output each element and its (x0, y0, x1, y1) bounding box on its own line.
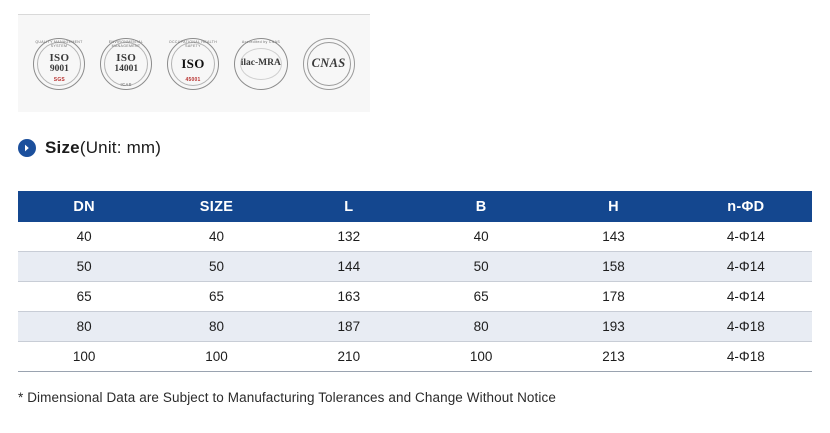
section-unit-text: (Unit: mm) (79, 138, 162, 157)
column-header-nphid: n-ΦD (680, 191, 812, 222)
certification-strip (18, 14, 370, 112)
badge-arc-text: Accredited by CNAS (241, 39, 280, 44)
size-section-heading (18, 138, 161, 158)
cell-nphid: 4-Φ14 (680, 282, 812, 312)
column-header-dn: DN (18, 191, 150, 222)
cell-nphid: 4-Φ14 (680, 222, 812, 252)
cell-h: 158 (547, 252, 679, 282)
cell-h: 193 (547, 312, 679, 342)
badge-main-text: ISO (116, 51, 137, 64)
table-row (18, 282, 812, 312)
cell-b: 50 (415, 252, 547, 282)
cell-h: 213 (547, 342, 679, 372)
column-header-h: H (547, 191, 679, 222)
chevron-right-icon (18, 139, 36, 157)
table-row (18, 312, 812, 342)
table-row (18, 222, 812, 252)
cell-nphid: 4-Φ14 (680, 252, 812, 282)
table-body (18, 222, 812, 372)
ilac-mra-badge (232, 36, 290, 92)
iso-9001-badge (31, 36, 87, 92)
cell-size: 40 (150, 222, 282, 252)
badge-main-text: ISO (49, 51, 70, 64)
table-header-row (18, 191, 812, 222)
cell-l: 210 (283, 342, 415, 372)
badge-arc-text: OCCUPATIONAL HEALTH SAFETY (168, 39, 218, 48)
cell-l: 132 (283, 222, 415, 252)
cell-dn: 50 (18, 252, 150, 282)
badge-main-text: CNAS (311, 56, 346, 70)
badge-foot-red-text: 45001 (185, 76, 201, 83)
badge-main-text: ISO (181, 56, 205, 71)
cnas-badge (301, 36, 357, 92)
footnote-text: * Dimensional Data are Subject to Manufacturing Tolerances and Change Without Notice (18, 390, 556, 405)
cell-dn: 100 (18, 342, 150, 372)
badge-arc-text: QUALITY MANAGEMENT SYSTEM (35, 39, 84, 48)
table-row (18, 342, 812, 372)
iso-14001-badge (98, 36, 154, 92)
column-header-size: SIZE (150, 191, 282, 222)
cell-l: 163 (283, 282, 415, 312)
size-table (18, 191, 812, 372)
cell-dn: 40 (18, 222, 150, 252)
cell-size: 65 (150, 282, 282, 312)
cell-l: 144 (283, 252, 415, 282)
cell-size: 80 (150, 312, 282, 342)
table-head (18, 191, 812, 222)
page-title (45, 138, 161, 158)
cell-dn: 65 (18, 282, 150, 312)
badge-foot-text: ICAS (120, 81, 132, 87)
cell-size: 50 (150, 252, 282, 282)
badge-main-text: ilac-MRA (240, 58, 281, 68)
column-header-b: B (415, 191, 547, 222)
section-title-text: Size (45, 138, 80, 157)
cell-b: 80 (415, 312, 547, 342)
cell-nphid: 4-Φ18 (680, 342, 812, 372)
badge-arc-text: ENVIRONMENTAL MANAGEMENT (108, 39, 144, 48)
cell-b: 65 (415, 282, 547, 312)
size-table-wrapper (18, 191, 812, 372)
iso-45001-badge (165, 36, 221, 92)
table-row (18, 252, 812, 282)
badge-sub-text: 9001 (49, 63, 69, 74)
cell-h: 143 (547, 222, 679, 252)
column-header-l: L (283, 191, 415, 222)
cell-b: 40 (415, 222, 547, 252)
cell-dn: 80 (18, 312, 150, 342)
cell-b: 100 (415, 342, 547, 372)
cell-l: 187 (283, 312, 415, 342)
badge-foot-red-text: SGS (53, 76, 65, 83)
cell-nphid: 4-Φ18 (680, 312, 812, 342)
cell-size: 100 (150, 342, 282, 372)
badge-sub-text: 14001 (114, 63, 139, 74)
cell-h: 178 (547, 282, 679, 312)
